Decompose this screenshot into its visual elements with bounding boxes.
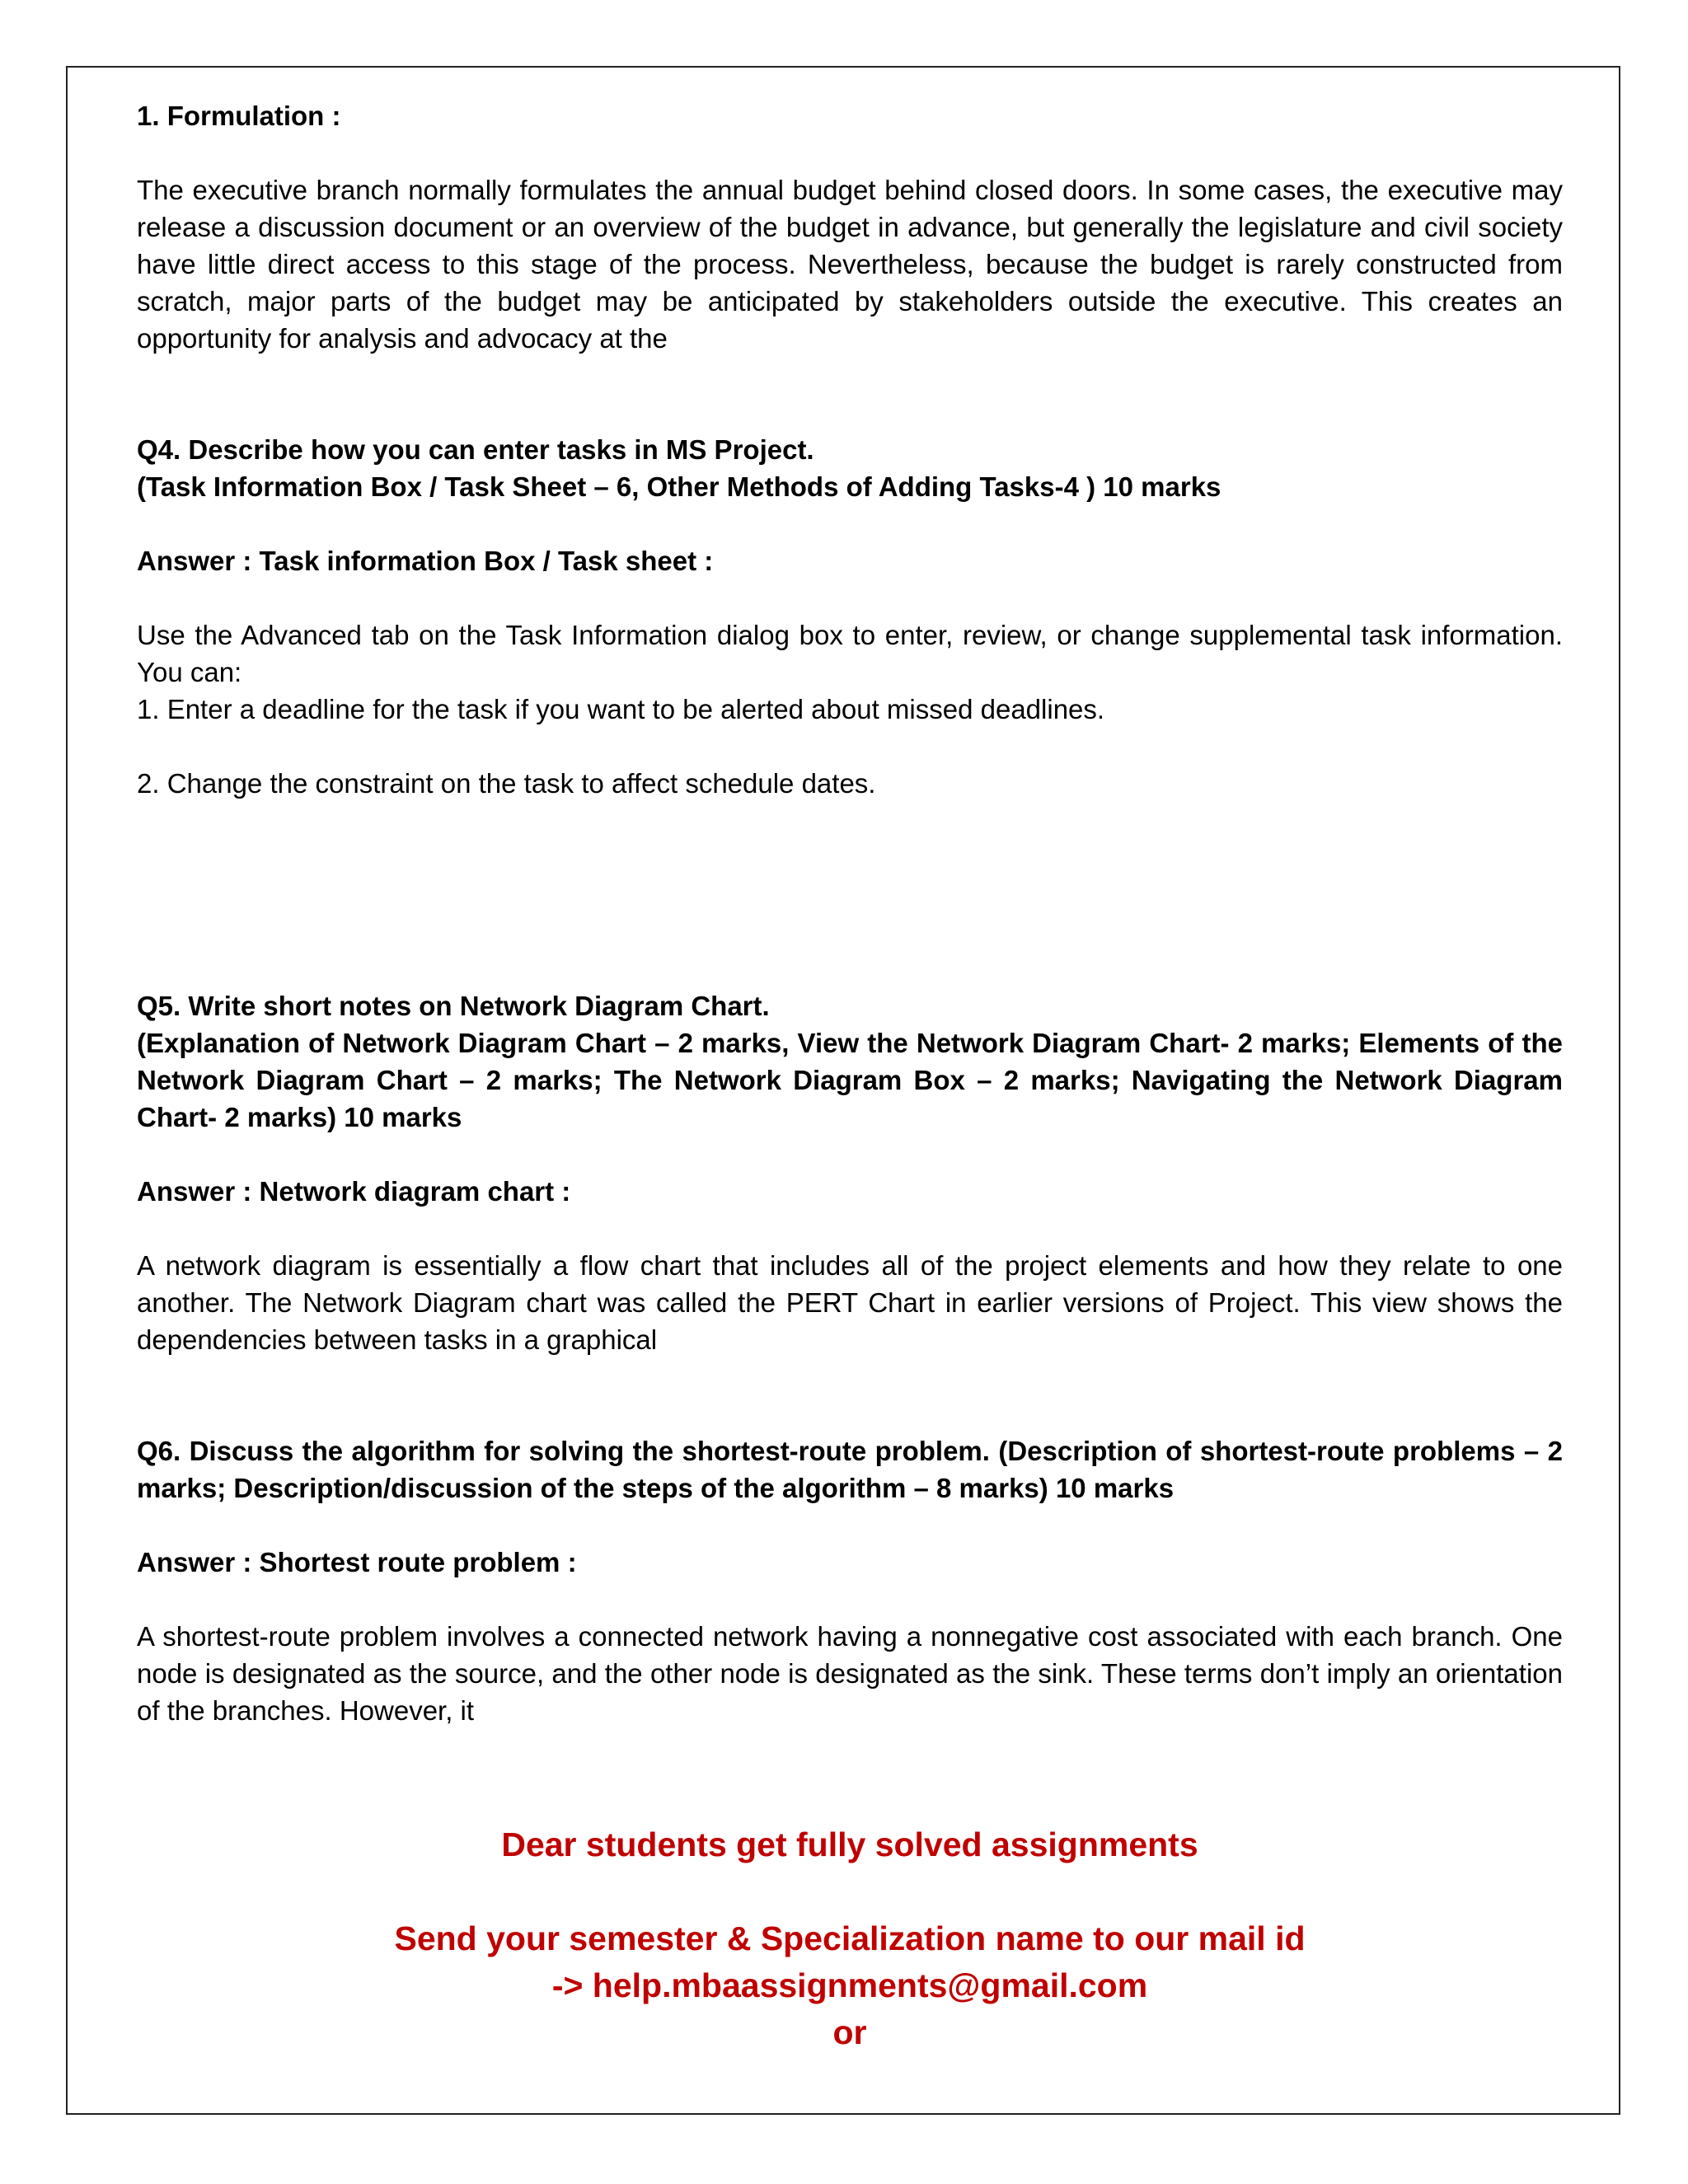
- q6-question: Q6. Discuss the algorithm for solving the shortest-route problem. (Description of shortest-route problems – 2 marks; Description/discussion of the steps of the algorithm – 8 marks) 10 marks: [137, 1436, 1563, 1503]
- q5-body: A network diagram is essentially a flow chart that includes all of the project elements and how they relate to one another. The Network Diagram chart was called the PERT Chart in earlier versions of Project. This view shows the dependencies between tasks in a graphical: [137, 1250, 1563, 1355]
- q5-marks: (Explanation of Network Diagram Chart – 2 marks, View the Network Diagram Chart- 2 marks; Elements of the Network Diagram Chart – 2 marks; The Network Diagram Box – 2 marks; Navigating the Network Diagram Chart- 2 marks) 10 marks: [137, 1028, 1563, 1132]
- q4-point-2: 2. Change the constraint on the task to affect schedule dates.: [137, 768, 876, 799]
- q4-question: Q4. Describe how you can enter tasks in MS Project.: [137, 434, 814, 465]
- q5-question: Q5. Write short notes on Network Diagram Chart.: [137, 991, 770, 1021]
- formulation-heading: 1. Formulation :: [137, 101, 341, 131]
- promo-headline: Dear students get fully solved assignments: [501, 1825, 1198, 1863]
- formulation-body: The executive branch normally formulates the annual budget behind closed doors. In some cases, the executive may release a discussion document or an overview of the budget in advance, but generally the legislature and civil society have little direct access to this stage of the process. Nevertheless, because the budget is rarely constructed from scratch, major parts of the budget may be anticipated by stakeholders outside the executive. This creates an opportunity for analysis and advocacy at the: [137, 175, 1563, 354]
- promo-or: or: [832, 2013, 867, 2051]
- promo-instruction: Send your semester & Specialization name to our mail id: [394, 1919, 1306, 1957]
- q4-answer-heading: Answer : Task information Box / Task sheet :: [137, 546, 714, 576]
- q4-point-1: 1. Enter a deadline for the task if you want to be alerted about missed deadlines.: [137, 694, 1105, 724]
- q4-marks: (Task Information Box / Task Sheet – 6, Other Methods of Adding Tasks-4 ) 10 marks: [137, 471, 1221, 502]
- promo-email: -> help.mbaassignments@gmail.com: [551, 1966, 1148, 2004]
- q4-intro: Use the Advanced tab on the Task Information dialog box to enter, review, or change supplemental task information. You can:: [137, 620, 1563, 687]
- q6-body: A shortest-route problem involves a connected network having a nonnegative cost associated with each branch. One node is designated as the source, and the other node is designated as the sink. These terms don’t imply an orientation of the branches. However, it: [137, 1621, 1563, 1726]
- q6-answer-heading: Answer : Shortest route problem :: [137, 1547, 577, 1577]
- q5-answer-heading: Answer : Network diagram chart :: [137, 1176, 571, 1207]
